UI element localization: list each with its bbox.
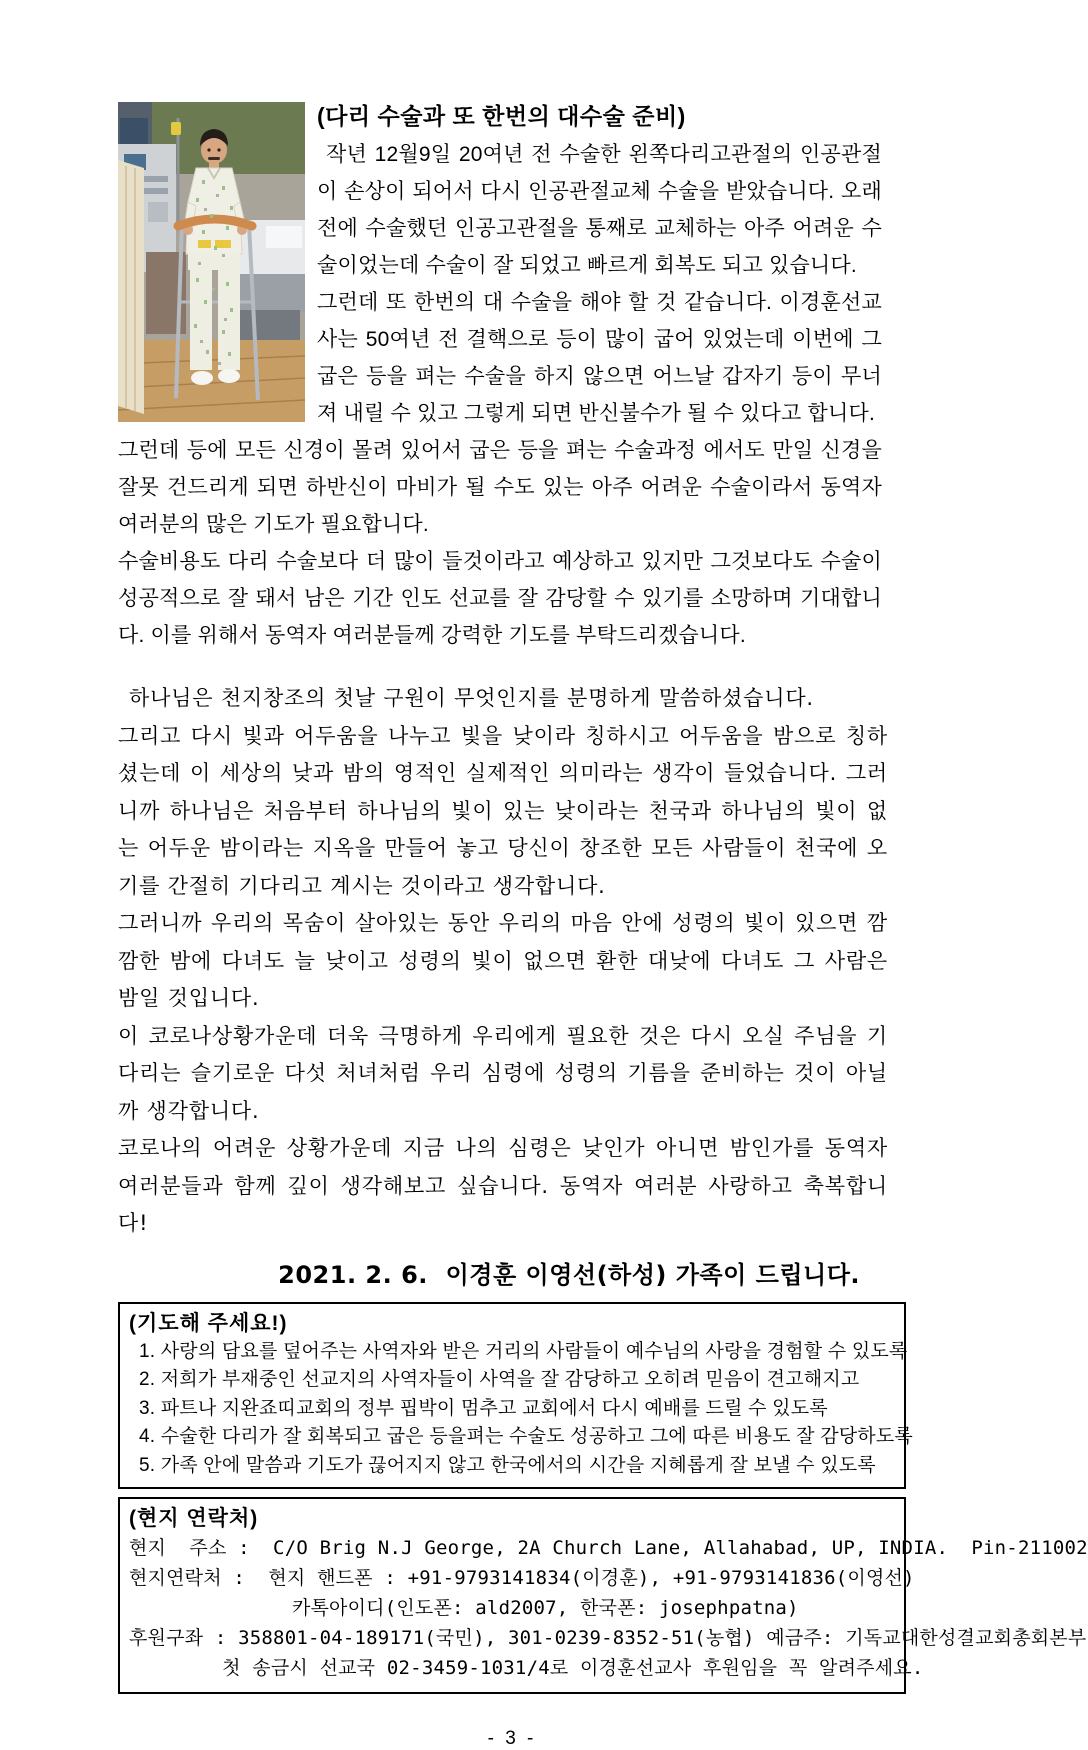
article-paragraph: 작년 12월9일 20여년 전 수술한 왼쪽다리고관절의 인공관절이 손상이 되어서 다시 인공관절교체 수술을 받았습니다. 오래전에 수술했던 인공고관절을 통째로 교체하는 아주 어려운 수술이었는데 수술이 잘 되었고 빠르게 회복도 되고 있습니다. <box>317 143 882 277</box>
signoff-line: 2021. 2. 6. 이경훈 이영선(하성) 가족이 드립니다. <box>278 1260 860 1289</box>
contact-phone-line: 현지연락처 : 현지 핸드폰 : +91-9793141834(이경훈), +91-9793141836(이영선) <box>129 1567 915 1589</box>
reflection-paragraph: 그러니까 우리의 목숨이 살아있는 동안 우리의 마음 안에 성령의 빛이 있으면 깜깜한 밤에 다녀도 늘 낮이고 성령의 빛이 없으면 환한 대낮에 다녀도 그 사람은 밤일 것입니다. <box>118 911 888 1010</box>
local-contact-box <box>118 1497 1088 1694</box>
reflection-paragraph: 하나님은 천지창조의 첫날 구원이 무엇인지를 분명하게 말씀하셨습니다. <box>129 686 814 710</box>
reflection-paragraph: 그리고 다시 빛과 어두움을 나누고 빛을 낮이라 칭하시고 어두움을 밤으로 칭하셨는데 이 세상의 낮과 밤의 영적인 실제적인 의미라는 생각이 들었습니다. 그러니까 하나님은 처음부터 하나님의 빛이 있는 낮이라는 천국과 하나님의 빛이 없는 어두운 밤이라는 지옥을 만들어 놓고 당신이 창조한 모든 사람들이 천국에 오기를 간절히 기다리고 계시는 것이라고 생각합니다. <box>118 723 888 898</box>
prayer-item: 5. 가족 안에 말씀과 기도가 끊어지지 않고 한국에서의 시간을 지혜롭게 잘 보낼 수 있도록 <box>139 1454 876 1476</box>
prayer-item: 2. 저희가 부재중인 선교지의 사역자들이 사역을 잘 감당하고 오히려 믿음이 견고해지고 <box>139 1369 860 1390</box>
prayer-item: 4. 수술한 다리가 잘 회복되고 굽은 등을펴는 수술도 성공하고 그에 따른 비용도 잘 감당하도록 <box>139 1426 913 1447</box>
contact-kakao-line: 카톡아이디(인도폰: ald2007, 한국폰: josephpatna) <box>129 1597 799 1619</box>
prayer-item: 1. 사랑의 담요를 덮어주는 사역자와 받은 거리의 사람들이 예수님의 사랑을 경험할 수 있도록 <box>139 1340 908 1362</box>
prayer-requests-box <box>118 1302 913 1490</box>
patient-photo-illustration <box>118 102 305 422</box>
contact-address-line: 현지 주소 : C/O Brig N.J George, 2A Church Lane, Allahabad, UP, INDIA. Pin-211002 <box>129 1537 1088 1559</box>
reflection-paragraph: 이 코로나상황가운데 더욱 극명하게 우리에게 필요한 것은 다시 오실 주님을 기다리는 슬기로운 다섯 처녀처럼 우리 심령에 성령의 기름을 준비하는 것이 아닐까 생각합니다. <box>118 1023 888 1123</box>
article-paragraph: 그런데 등에 모든 신경이 몰려 있어서 굽은 등을 펴는 수술과정 에서도 만일 신경을 잘못 건드리게 되면 하반신이 마비가 될 수도 있는 아주 어려운 수술이라서 동역자 여러분의 많은 기도가 필요합니다. <box>118 439 882 536</box>
article-paragraph: 수술비용도 다리 수술보다 더 많이 들것이라고 예상하고 있지만 그것보다도 수술이 성공적으로 잘 돼서 남은 기간 인도 선교를 잘 감당할 수 있기를 소망하며 기대합니다. 이를 위해서 동역자 여러분들께 강력한 기도를 부탁드리겠습니다. <box>118 550 882 647</box>
page-number: - 3 - <box>487 1728 537 1749</box>
prayer-box-header: (기도해 주세요!) <box>129 1311 288 1335</box>
contact-box-header: (현지 연락처) <box>129 1507 259 1530</box>
article-paragraph: 그런데 또 한번의 대 수술을 해야 할 것 같습니다. 이경훈선교사는 50여년 전 결핵으로 등이 많이 굽어 있었는데 이번에 그 굽은 등을 펴는 수술을 하지 않으면 어느날 갑자기 등이 무너져 내릴 수 있고 그렇게 되면 반신불수가 될 수 있다고 합니다. <box>317 291 882 425</box>
reflection-paragraph: 코로나의 어려운 상황가운데 지금 나의 심령은 낮인가 아니면 밤인가를 동역자 여러분들과 함께 깊이 생각해보고 싶습니다. 동역자 여러분 사랑하고 축복합니다! <box>118 1136 888 1235</box>
prayer-item: 3. 파트나 지완죠띠교회의 정부 핍박이 멈추고 교회에서 다시 예배를 드릴 수 있도록 <box>139 1397 828 1419</box>
article-title: (다리 수술과 또 한번의 대수술 준비) <box>317 103 686 129</box>
surgery-article <box>118 100 906 654</box>
patient-photo <box>118 102 305 422</box>
contact-bank-line: 후원구좌 : 358801-04-189171(국민), 301-0239-8352-51(농협) 예금주: 기독교대한성결교회총회본부 <box>129 1627 1087 1649</box>
contact-remit-note-line: 첫 송금시 선교국 02-3459-1031/4로 이경훈선교사 후원임을 꼭 알려주세요. <box>129 1657 924 1679</box>
reflection-section <box>118 680 906 1243</box>
